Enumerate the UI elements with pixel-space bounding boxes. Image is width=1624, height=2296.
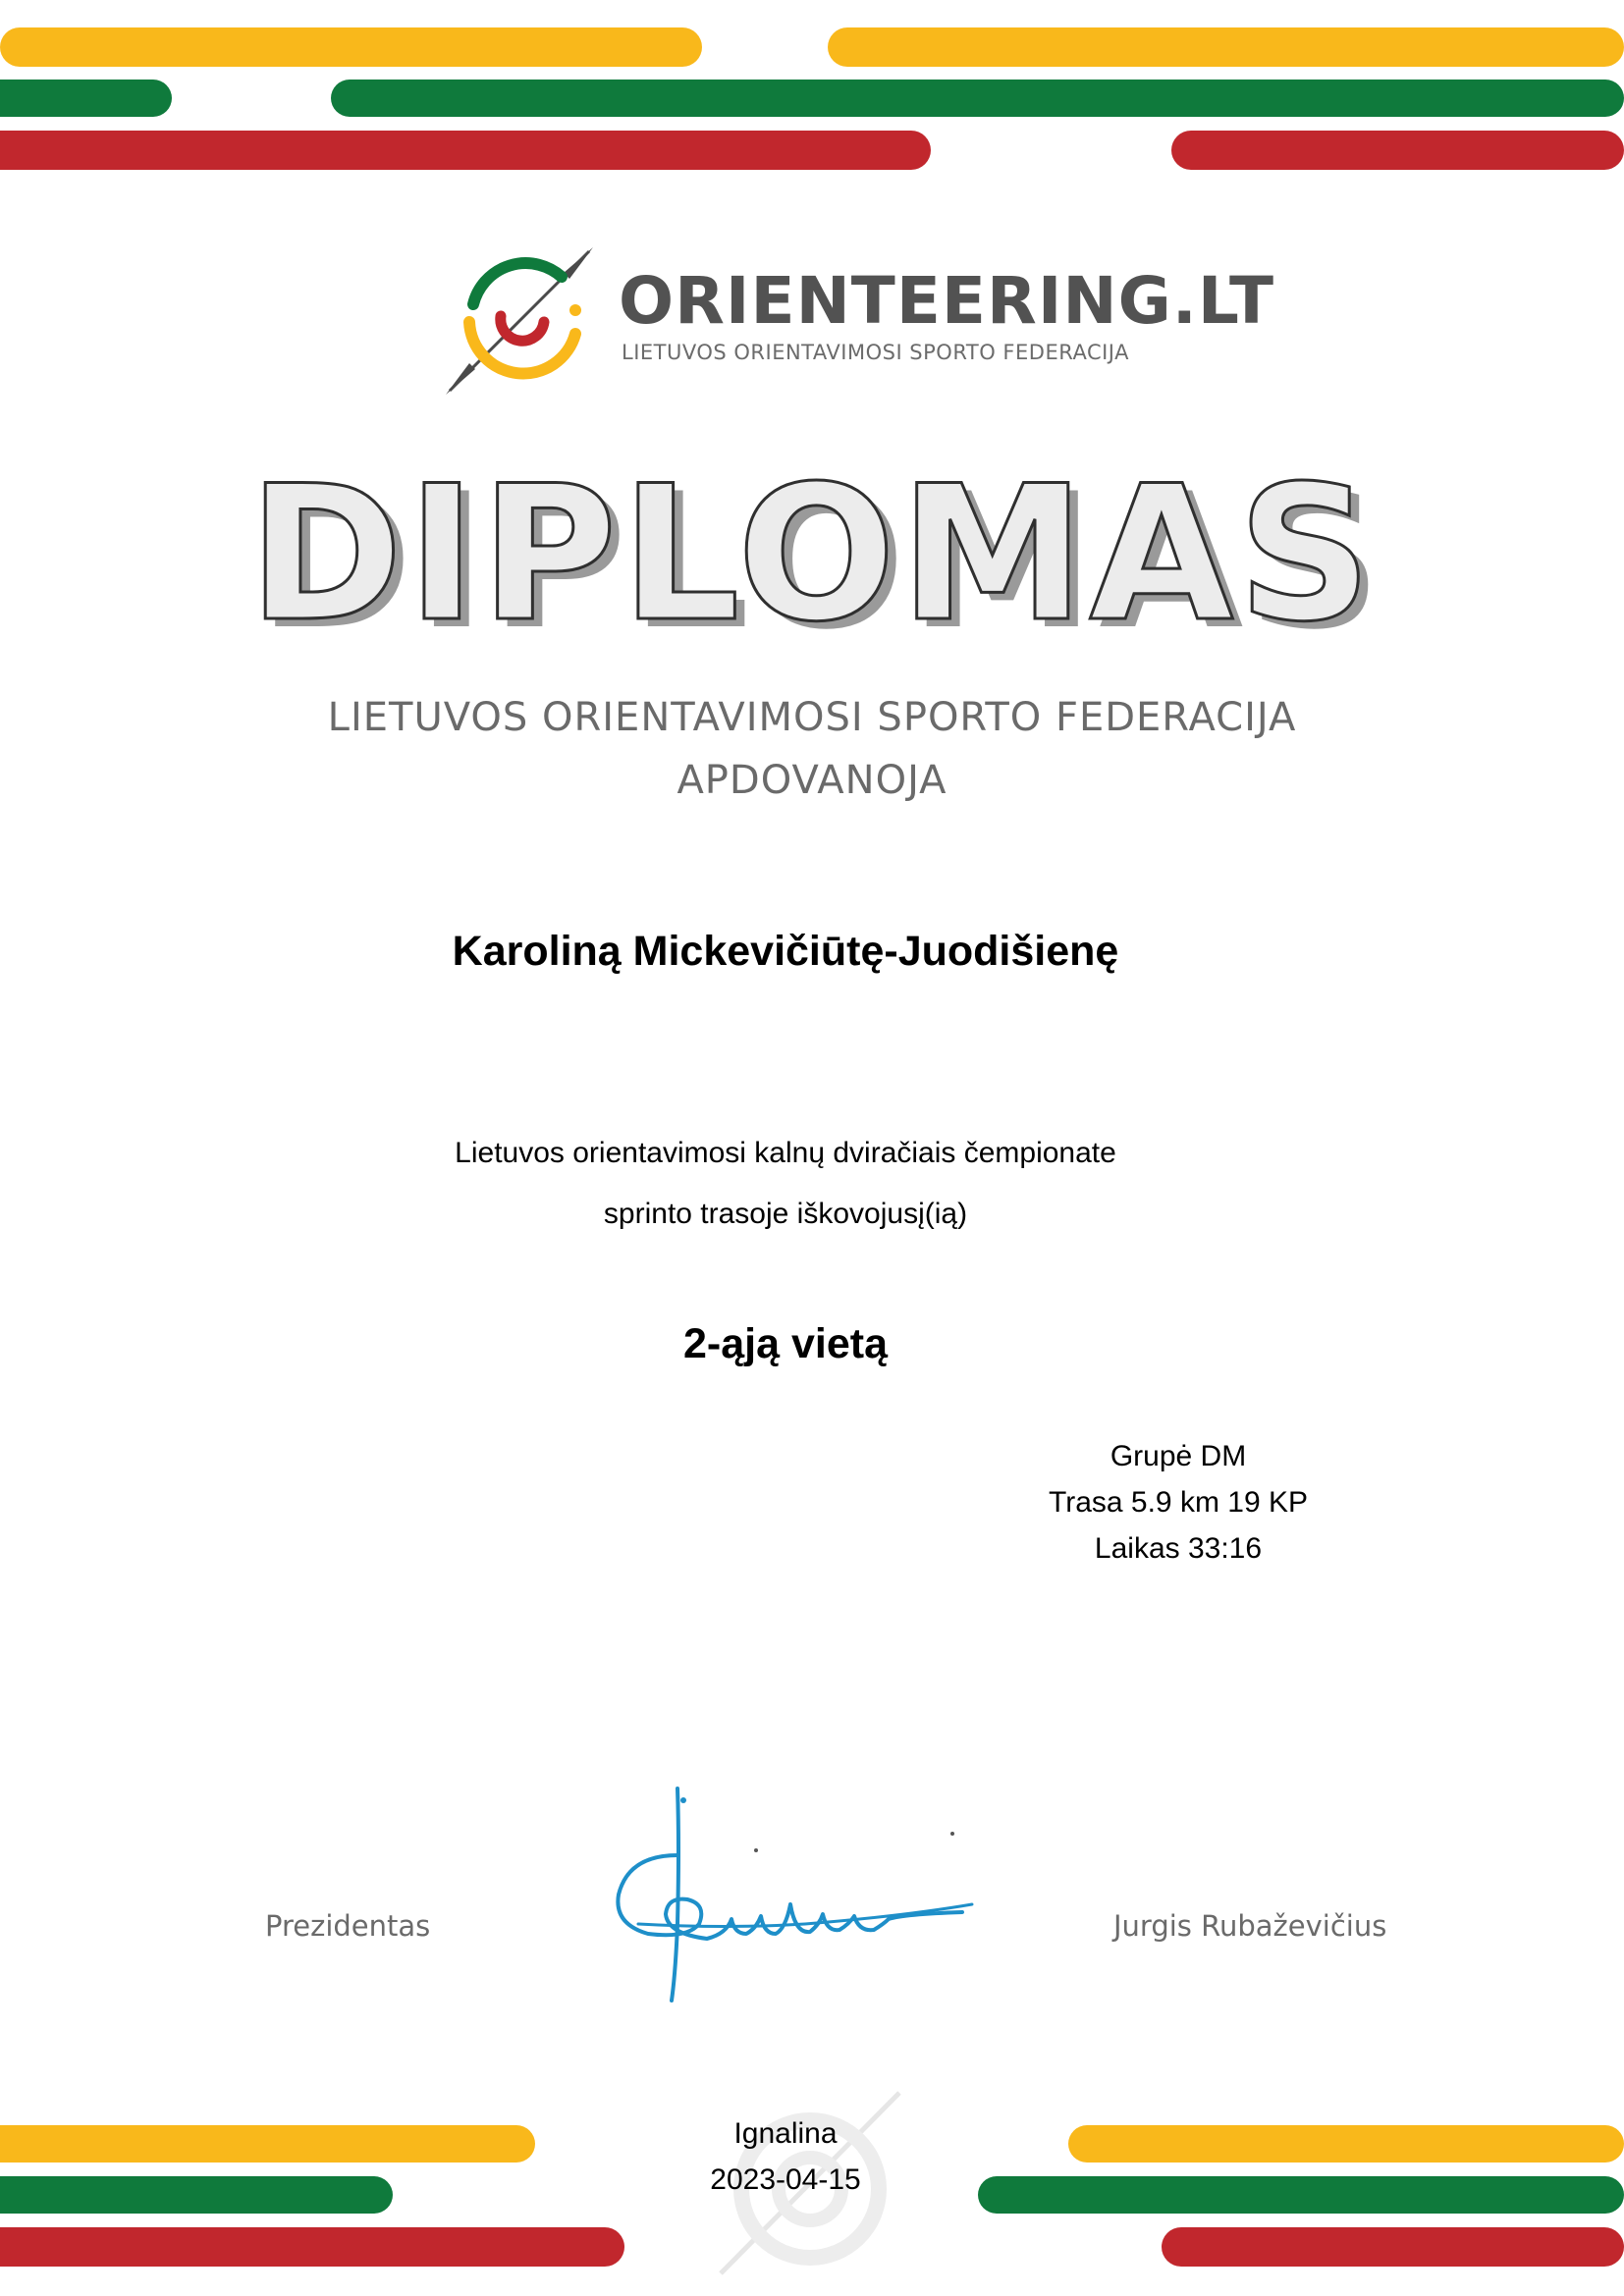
awards-line: APDOVANOJA	[677, 758, 947, 803]
handwritten-signature-icon	[609, 1787, 982, 2002]
recipient-name: Karoliną Mickevičiūtę-Juodišienę	[452, 928, 1119, 975]
top-red-bar-right	[1171, 131, 1624, 170]
brand-subtitle: LIETUVOS ORIENTAVIMOSI SPORTO FEDERACIJA	[622, 341, 1129, 364]
course-line: sprinto trasoje iškovojusį(ią)	[603, 1198, 968, 1230]
bottom-red-bar-left	[0, 2227, 624, 2267]
top-red-bar-left	[0, 131, 931, 170]
top-green-bar-left	[0, 80, 172, 117]
top-green-bar-right	[331, 80, 1624, 117]
compass-ring-logo-icon	[440, 245, 607, 398]
time-detail: Laikas 33:16	[1094, 1532, 1263, 1565]
brand-title: ORIENTEERING.LT	[619, 263, 1275, 339]
footer-block	[0, 2110, 1571, 2203]
federation-line: LIETUVOS ORIENTAVIMOSI SPORTO FEDERACIJA	[327, 695, 1297, 740]
top-yellow-bar-right	[828, 27, 1624, 67]
place-awarded: 2-ąją vietą	[683, 1320, 888, 1367]
signature-role: Prezidentas	[265, 1909, 431, 1943]
footer-place: Ignalina	[733, 2117, 838, 2150]
top-yellow-bar-left	[0, 27, 702, 67]
competition-line: Lietuvos orientavimosi kalnų dviračiais čempionate	[455, 1137, 1116, 1169]
course-detail: Trasa 5.9 km 19 KP	[1049, 1486, 1308, 1519]
signatory-name: Jurgis Rubaževičius	[1113, 1909, 1387, 1943]
result-details	[982, 1433, 1375, 1572]
group-detail: Grupė DM	[1110, 1440, 1247, 1472]
footer-date: 2023-04-15	[710, 2163, 861, 2196]
diploma-heading: DIPLOMAS	[247, 446, 1377, 663]
bottom-red-bar-right	[1162, 2227, 1624, 2267]
